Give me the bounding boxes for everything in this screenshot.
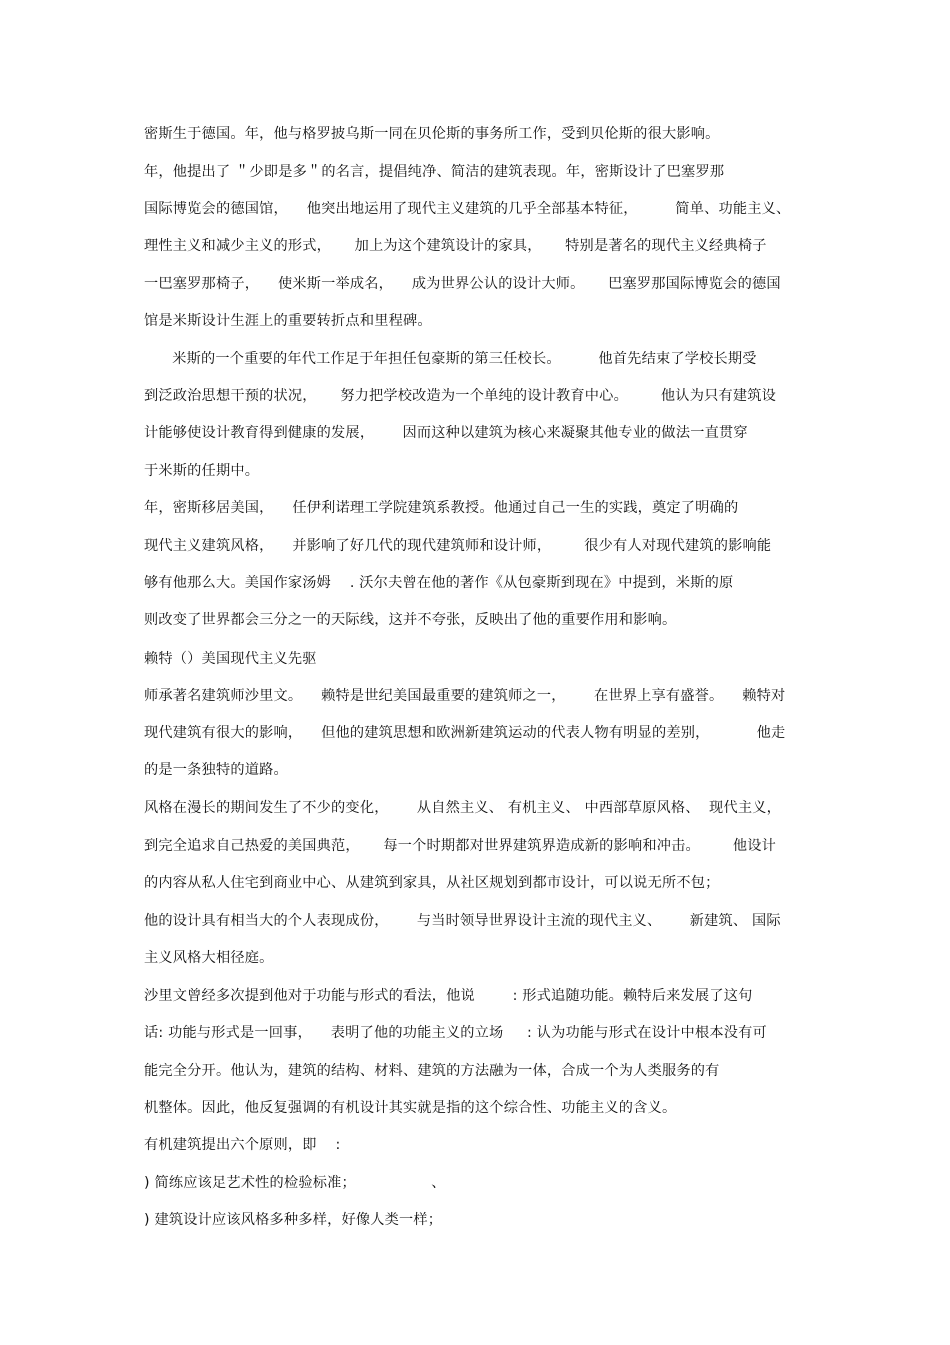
text-line: 年，密斯移居美国， 任伊利诺理工学院建筑系教授。他通过自己一生的实践，奠定了明确的 xyxy=(144,500,739,516)
list-item: ) 建筑设计应该风格多种多样，好像人类一样； xyxy=(144,1212,443,1228)
list-item: ) 简练应该足艺术性的检验标准； 、 xyxy=(144,1175,446,1191)
text-line: 理性主义和减少主义的形式， 加上为这个建筑设计的家具， 特别是著名的现代主义经典椅子 xyxy=(144,238,767,254)
text-line: 机整体。因此，他反复强调的有机设计其实就是指的这个综合性、功能主义的含义。 xyxy=(144,1100,677,1116)
text-line: 馆是米斯设计生涯上的重要转折点和里程碑。 xyxy=(144,313,432,329)
text-line: 有机建筑提出六个原则，即 : xyxy=(144,1137,341,1153)
text-line: 现代建筑有很大的影响， 但他的建筑思想和欧洲新建筑运动的代表人物有明显的差别， 他走 xyxy=(144,725,786,741)
text-line: 能完全分开。他认为，建筑的结构、材料、建筑的方法融为一体，合成一个为人类服务的有 xyxy=(144,1063,720,1079)
text-line: 师承著名建筑师沙里文。 赖特是世纪美国最重要的建筑师之一， 在世界上享有盛誉。 赖特对 xyxy=(144,688,786,704)
text-line: 年，他提出了 ＂少即是多＂的名言，提倡纯净、简洁的建筑表现。年，密斯设计了巴塞罗那 xyxy=(144,164,725,180)
text-line: 米斯的一个重要的年代工作足于年担任包豪斯的第三任校长。 他首先结束了学校长期受 xyxy=(144,351,757,367)
text-line: 则改变了世界都会三分之一的天际线，这并不夸张，反映出了他的重要作用和影响。 xyxy=(144,612,677,628)
text-line: 到完全追求自己热爱的美国典范， 每一个时期都对世界建筑界造成新的影响和冲击。 他设计 xyxy=(144,838,777,854)
text-line: 的内容从私人住宅到商业中心、从建筑到家具，从社区规划到都市设计，可以说无所不包； xyxy=(144,875,720,891)
text-line: 到泛政治思想干预的状况， 努力把学校改造为一个单纯的设计教育中心。 他认为只有建筑设 xyxy=(144,388,777,404)
text-line: 够有他那么大。美国作家汤姆 . 沃尔夫曾在他的著作《从包豪斯到现在》中提到，米斯的原 xyxy=(144,575,734,591)
text-line: 沙里文曾经多次提到他对于功能与形式的看法，他说 : 形式追随功能。赖特后来发展了这句 xyxy=(144,988,753,1004)
text-line: 国际博览会的德国馆， 他突出地运用了现代主义建筑的几乎全部基本特征， 简单、功能主义、 xyxy=(144,201,791,217)
text-line: 主义风格大相径庭。 xyxy=(144,950,274,966)
text-line: 他的设计具有相当大的个人表现成份， 与当时领导世界设计主流的现代主义、 新建筑、 国际 xyxy=(144,913,781,929)
text-line: 现代主义建筑风格， 并影响了好几代的现代建筑师和设计师， 很少有人对现代建筑的影响能 xyxy=(144,538,772,554)
text-line: 一巴塞罗那椅子， 使米斯一举成名， 成为世界公认的设计大师。 巴塞罗那国际博览会的德国 xyxy=(144,276,781,292)
text-line: 话: 功能与形式是一回事， 表明了他的功能主义的立场 : 认为功能与形式在设计中根本没有可 xyxy=(144,1025,767,1041)
text-line: 于米斯的任期中。 xyxy=(144,463,260,479)
text-line: 密斯生于德国。年，他与格罗披乌斯一同在贝伦斯的事务所工作，受到贝伦斯的很大影响。 xyxy=(144,126,720,142)
text-line: 的是一条独特的道路。 xyxy=(144,762,288,778)
text-line: 计能够使设计教育得到健康的发展， 因而这种以建筑为核心来凝聚其他专业的做法一直贯穿 xyxy=(144,425,748,441)
text-line: 风格在漫长的期间发生了不少的变化， 从自然主义、 有机主义、 中西部草原风格、 现代主义， xyxy=(144,800,781,816)
section-heading: 赖特（）美国现代主义先驱 xyxy=(144,651,317,667)
